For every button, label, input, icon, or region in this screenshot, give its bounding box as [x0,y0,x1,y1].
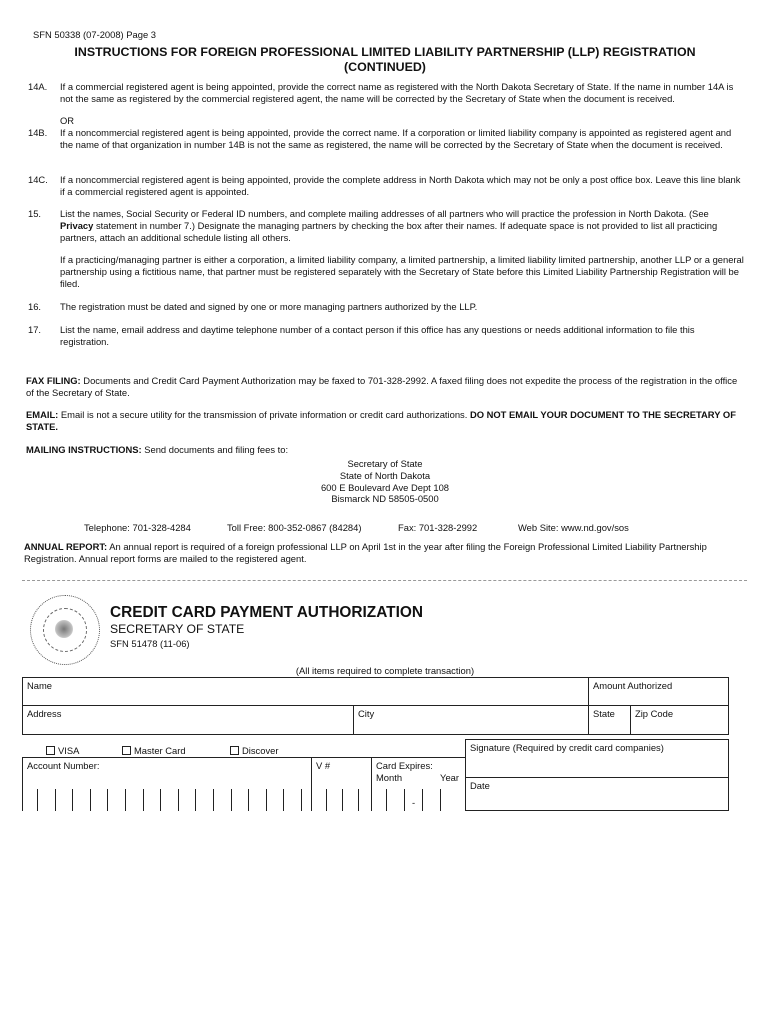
address-field[interactable] [22,705,354,735]
zip-label: Zip Code [635,708,674,719]
digit-divider [178,789,179,811]
digit-divider [342,789,343,811]
fax-number: Fax: 701-328-2992 [398,522,478,533]
item-text: If a practicing/managing partner is either a corporation, a limited liability company, a limited partnership, a limited liability limited partnership, another LLP or a general partnership using a fictitious name, that partner must be registered separately with the Secretary of State before this Limited Liability Partnership Registration will be filed. [60,254,744,289]
item-text: OR [60,115,75,126]
item-14b [28,127,744,151]
digit-divider [195,789,196,811]
digit-divider [125,789,126,811]
item-number: 14C. [28,174,48,185]
digit-divider [283,789,284,811]
v-number-field[interactable] [311,757,372,811]
page-title [40,45,730,75]
item-number: 16. [28,301,42,312]
item-text: List the names, Social Security or Federal ID numbers, and complete mailing addresses of all partners who will practice the profession in North Dakota. (See Privacy statement in number 7.) Designate the managing partners by checking the box after their names. If adequate space is not provided to list all practicing partners, attach an additional schedule listing all others. [60,208,718,243]
item-14a [28,81,744,105]
discover-option[interactable]: Discover [226,743,326,757]
cc-form-grid [22,677,729,811]
address-label: Address [27,708,62,719]
cut-line [22,580,747,581]
cc-note: (All items required to complete transaction) [295,665,475,676]
annual-report: ANNUAL REPORT: An annual report is required of a foreign professional LLP on April 1st in the year after filing the Foreign Professional Limited Liability Partnership Registration. Annual report forms are mailed to the registered agent. [24,541,707,564]
year-label: Year [440,771,459,783]
contact-info [0,522,770,534]
item-number: 17. [28,324,42,335]
item-text: The registration must be dated and signed by one or more managing partners authorized by the LLP. [60,301,478,312]
card-expires-field[interactable] [371,757,466,811]
digit-divider [266,789,267,811]
cc-subtitle: SECRETARY OF STATE [110,622,245,636]
account-digit-boxes[interactable] [23,789,311,811]
digit-divider [301,789,302,811]
annual-label: ANNUAL REPORT: [24,541,108,552]
item-text: If a noncommercial registered agent is being appointed, provide the complete address in North Dakota which may not be only a post office box. Leave this line blank if a commercial registered agent is appointed. [60,174,741,197]
toll-free: Toll Free: 800-352-0867 (84284) [227,522,362,533]
email-label: EMAIL: [26,409,59,420]
item-16 [28,301,744,313]
item-15-continued [28,254,744,289]
address-line: State of North Dakota [339,469,431,481]
title-line-2: (CONTINUED) [344,60,426,74]
digit-divider [386,789,387,811]
state-label: State [593,708,615,719]
digit-divider [160,789,161,811]
cc-title: CREDIT CARD PAYMENT AUTHORIZATION [110,604,423,621]
form-id: SFN 50338 (07-2008) Page 3 [33,29,156,40]
item-or [28,115,744,127]
web-site[interactable]: Web Site: www.nd.gov/sos [518,522,629,533]
item-14c [28,174,744,198]
fax-label: FAX FILING: [26,375,81,386]
digit-divider [55,789,56,811]
month-label: Month [376,771,403,783]
account-number-field[interactable] [22,757,312,811]
mastercard-option[interactable]: Master Card [118,743,218,757]
mastercard-checkbox[interactable] [122,746,131,755]
digit-divider [90,789,91,811]
signature-field[interactable] [465,739,729,778]
signature-label: Signature (Required by credit card companies) [470,742,664,753]
digit-divider [37,789,38,811]
city-field[interactable] [353,705,589,735]
privacy-emphasis: Privacy [60,219,94,231]
mailing-instructions: MAILING INSTRUCTIONS: Send documents and filing fees to: [26,444,289,455]
name-field[interactable] [22,677,589,706]
digit-divider [107,789,108,811]
digit-divider [404,789,405,811]
item-number: 14A. [28,81,48,92]
amount-label: Amount Authorized [593,680,673,691]
digit-divider [358,789,359,811]
digit-divider [143,789,144,811]
item-text: If a noncommercial registered agent is being appointed, provide the correct name. If a corporation or limited liability company is appointed as registered agent and the name of that organization in number 14B is not the same as registered, the name will be corrected by the Secretary of State when the document is received. [60,127,732,150]
digit-divider [248,789,249,811]
date-label: Date [470,780,490,791]
address-line: Bismarck ND 58505-0500 [331,493,439,505]
date-field[interactable] [465,777,729,811]
digit-divider [231,789,232,811]
state-field[interactable] [588,705,631,735]
telephone: Telephone: 701-328-4284 [84,522,191,533]
name-label: Name [27,680,53,691]
fax-filing: FAX FILING: Documents and Credit Card Payment Authorization may be faxed to 701-328-2992. A faxed filing does not expedite the process of the registration in the office of the Secretary of State. [26,375,738,398]
item-text: If a commercial registered agent is being appointed, provide the correct name as registered with the North Dakota Secretary of State. If the name in number 14A is not the same as registered by the commercial registered agent, the name will be corrected by the Secretary of State when the document is received. [60,81,734,104]
digit-divider [213,789,214,811]
item-15 [28,208,744,243]
item-number: 15. [28,208,42,219]
amount-field[interactable] [588,677,729,706]
expiry-separator: - [412,797,416,809]
item-17 [28,324,744,348]
state-seal-icon [30,595,100,665]
item-number: 14B. [28,127,48,138]
digit-divider [422,789,423,811]
v-number-label: V # [316,760,331,771]
digit-divider [440,789,441,811]
visa-option[interactable]: VISA [42,743,122,757]
expiry-digit-boxes[interactable] [372,789,465,811]
email-note: EMAIL: Email is not a secure utility for the transmission of private information or credit card authorizations. DO NOT EMAIL YOUR DOCUMENT TO THE SECRETARY OF STATE. [26,409,736,432]
address-line: 600 E Boulevard Ave Dept 108 [320,481,450,493]
discover-checkbox[interactable] [230,746,239,755]
address-line: Secretary of State [347,458,423,469]
v-digit-boxes[interactable] [312,789,371,811]
title-line-1: INSTRUCTIONS FOR FOREIGN PROFESSIONAL LIMITED LIABILITY PARTNERSHIP (LLP) REGISTRATION [74,45,696,59]
email-warning: DO NOT EMAIL YOUR DOCUMENT TO THE SECRETARY OF STATE. [26,409,736,432]
visa-checkbox[interactable] [46,746,55,755]
mailing-address [0,458,770,505]
city-label: City [358,708,375,719]
account-label: Account Number: [27,760,100,771]
expires-label: Card Expires: [376,760,433,771]
zip-field[interactable] [630,705,729,735]
digit-divider [72,789,73,811]
mailing-label: MAILING INSTRUCTIONS: [26,444,142,455]
cc-form-id: SFN 51478 (11-06) [110,638,190,649]
item-text: List the name, email address and daytime telephone number of a contact person if this office has any questions or needs additional information to file this registration. [60,324,695,347]
digit-divider [326,789,327,811]
